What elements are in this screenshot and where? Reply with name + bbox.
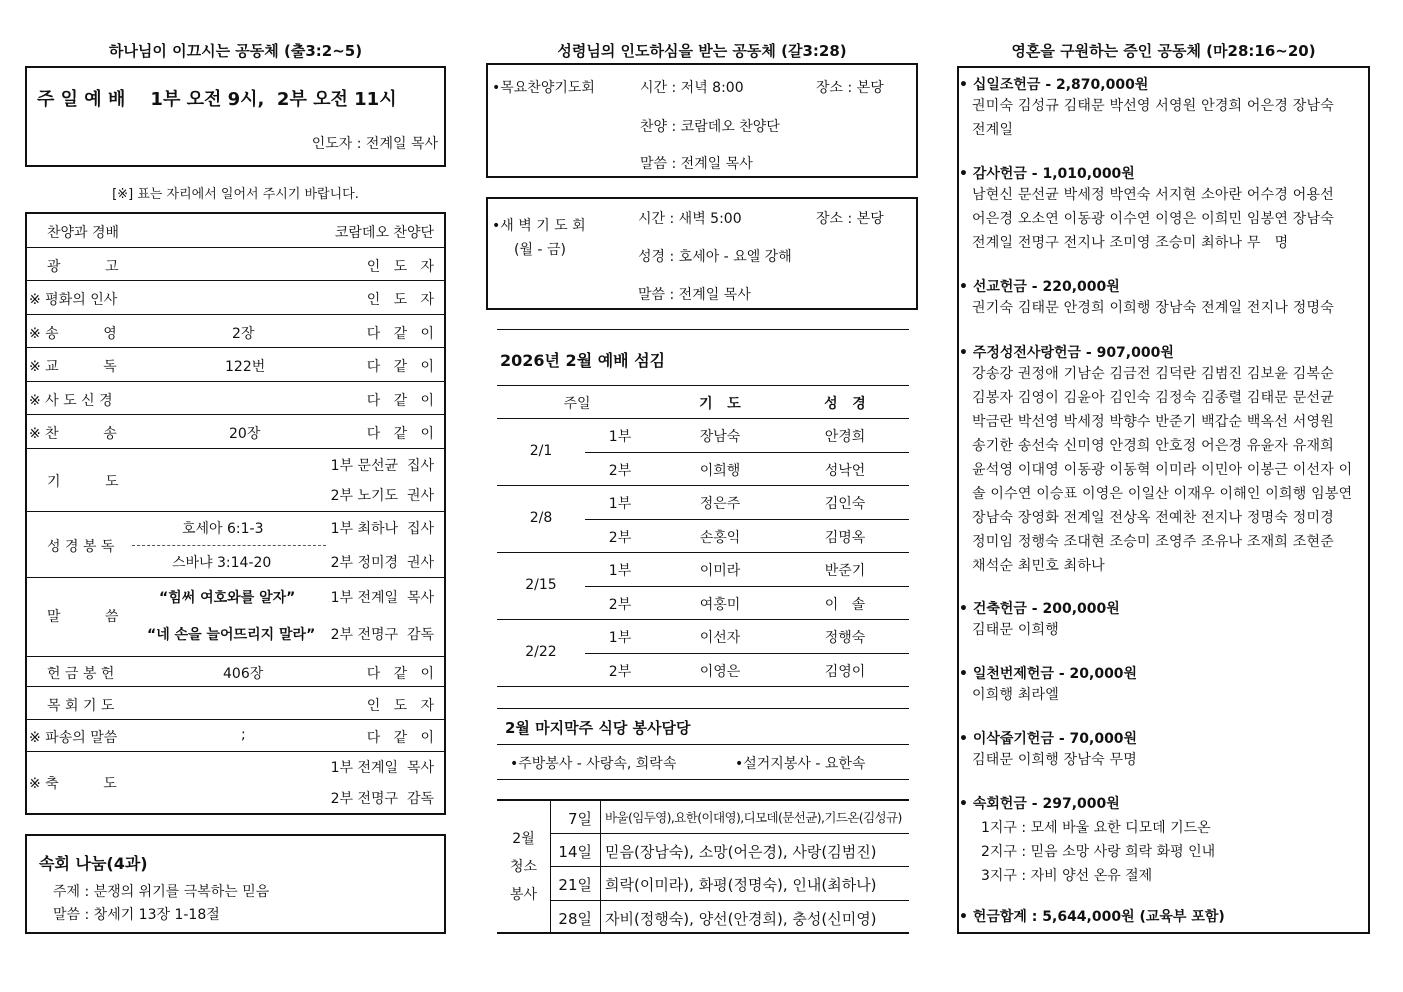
district-1: 1지구 : 모세 바울 요한 디모데 기드온 <box>981 820 1211 836</box>
clean-rule <box>550 833 909 834</box>
benediction-item: ※ 축 도 <box>29 776 117 792</box>
reading-ref-2: 스바냐 3:14-20 <box>172 555 272 571</box>
thursday-praise: 찬양 : 코람데오 찬양단 <box>640 119 780 135</box>
offering-title: • 감사헌금 - 1,010,000원 <box>959 166 1135 182</box>
district-2: 2지구 : 믿음 소망 사랑 희락 화평 인내 <box>981 844 1216 860</box>
worship-item: ※ 평화의 인사 <box>29 292 118 308</box>
sermon-row <box>27 578 444 657</box>
dawn-place: 장소 : 본당 <box>816 211 884 227</box>
worship-row <box>27 214 444 248</box>
kitchen-title: 2월 마지막주 식당 봉사담당 <box>505 719 691 737</box>
sermon-title-1: “힘써 여호와를 알자” <box>159 590 296 606</box>
serve-rule <box>585 586 909 587</box>
benediction-who-1: 1부 전계일 목사 <box>330 760 434 776</box>
service-title: 주 일 예 배 1부 오전 9시, 2부 오전 11시 <box>37 89 397 110</box>
serve-rule <box>497 485 909 486</box>
worship-row <box>27 382 444 415</box>
prayer-who-1: 1부 문선균 집사 <box>330 458 434 474</box>
worship-mid: 406장 <box>223 666 264 682</box>
rule <box>497 799 909 801</box>
worship-row <box>27 415 444 449</box>
rule <box>497 708 909 709</box>
worship-mid: 20장 <box>229 426 261 442</box>
worship-item: ※ 교 독 <box>29 359 117 375</box>
clean-rule <box>550 900 909 901</box>
serve-prayer: 여홍미 <box>699 596 741 613</box>
serve-date: 2/15 <box>525 576 557 593</box>
serve-bible: 김인숙 <box>824 496 866 512</box>
worship-row <box>27 720 444 752</box>
offering-names: 이희행 최라엘 <box>972 687 1059 703</box>
worship-who: 다 같 이 <box>366 326 434 342</box>
worship-mid: 122번 <box>225 359 266 375</box>
clean-who: 희락(이미라), 화평(정명숙), 인내(최하나) <box>605 876 877 895</box>
worship-who: 인 도 자 <box>366 292 434 308</box>
serve-rule <box>497 619 909 620</box>
serve-date: 2/22 <box>525 643 557 660</box>
offering-title: • 건축헌금 - 200,000원 <box>959 601 1120 617</box>
rule <box>497 329 909 330</box>
prayer-item: 기 도 <box>47 474 119 490</box>
district-3: 3지구 : 자비 양선 온유 절제 <box>981 868 1153 884</box>
clean-who: 자비(정행숙), 양선(안경희), 충성(신미영) <box>605 909 877 928</box>
dawn-bible: 성경 : 호세아 - 요엘 강해 <box>638 249 792 265</box>
serve-rule <box>585 653 909 654</box>
worship-mid: ; <box>241 727 246 743</box>
offering-names: 남현신 문선균 박세정 박연숙 서지현 소아란 어수경 어용선 어은경 오소연 이동광 이수연 이영은 이희민 임봉연 장남숙 전계일 전명구 전지나 조미영 조승미 최하나 무 명 <box>972 187 1339 251</box>
serve-prayer: 이선자 <box>699 630 741 646</box>
reading-item: 성 경 봉 독 <box>47 539 115 555</box>
dawn-days: (월 - 금) <box>514 242 566 258</box>
clean-label-1: 2월 <box>512 831 535 847</box>
worship-who: 다 같 이 <box>366 359 434 375</box>
serve-bible: 김영이 <box>824 663 866 680</box>
offering-names: 권기숙 김태문 안경희 이희행 장남숙 전계일 전지나 정명숙 <box>972 300 1334 316</box>
serve-header-sunday: 주일 <box>563 396 591 412</box>
worship-who: 코람데오 찬양단 <box>334 225 434 241</box>
sermon-title-2: “네 손을 늘어뜨리지 말라” <box>147 627 316 643</box>
clean-day: 21일 <box>558 876 592 895</box>
serve-prayer: 정은주 <box>699 496 741 512</box>
serve-rule <box>497 686 909 687</box>
serve-header-prayer: 기 도 <box>699 396 741 412</box>
sermon-item: 말 씀 <box>47 609 119 625</box>
serve-title: 2026년 2월 예배 섬김 <box>500 351 666 370</box>
worship-row <box>27 348 444 382</box>
serve-prayer: 장남숙 <box>699 429 741 445</box>
dawn-word: 말씀 : 전계일 목사 <box>638 287 751 303</box>
dawn-prayer-box <box>486 197 918 310</box>
worship-row <box>27 248 444 281</box>
clean-day: 14일 <box>558 843 592 862</box>
cell-sharing-box <box>25 834 446 934</box>
clean-day: 28일 <box>558 909 592 928</box>
offering-title: • 이삭줍기헌금 - 70,000원 <box>959 731 1138 747</box>
reading-divider <box>132 545 326 546</box>
clean-day: 7일 <box>567 810 592 828</box>
offering-title: • 십일조헌금 - 2,870,000원 <box>959 77 1149 93</box>
worship-row <box>27 687 444 720</box>
worship-item: ※ 송 영 <box>29 326 117 342</box>
order-of-worship <box>25 212 446 815</box>
serve-bible: 이 솔 <box>824 596 866 613</box>
rule <box>497 779 909 780</box>
serve-part: 2부 <box>608 462 632 479</box>
offering-names: 강송강 권정애 기남순 김금전 김덕란 김범진 김보윤 김복순 김봉자 김영이 김윤아 김인숙 김정숙 김종렬 김태문 문선균 박금란 박선영 박세정 박향수 반준기 백갑순 백옥선 서영원 송기한 송선숙 신미영 안경희 안호정 어은경 유윤자 유재희 윤석영 이대영 이동광 이동혁 이미라 이민아 이봉근 이선자 이 솔 이수연 이승표 이영은 이일산 이재우 이해인 이희행 임봉연 장남숙 장영화 전계일 전상옥 전예찬 전지나 정명숙 정미경 정미임 정행숙 조대현 조승미 조영주 조유나 조재희 조현준 채석순 최민호 최하나 <box>972 366 1367 574</box>
standing-note: [※] 표는 자리에서 일어서 주시기 바랍니다. <box>112 187 359 202</box>
serve-prayer: 손홍익 <box>699 529 741 546</box>
worship-who: 다 같 이 <box>366 666 434 682</box>
thursday-word: 말씀 : 전계일 목사 <box>640 156 753 172</box>
serve-part: 1부 <box>608 563 632 579</box>
service-leader: 인도자 : 전계일 목사 <box>311 136 438 152</box>
serve-prayer: 이희행 <box>699 462 741 479</box>
clean-who: 믿음(장남숙), 소망(어은경), 사랑(김범진) <box>605 843 877 862</box>
serve-part: 2부 <box>608 529 632 546</box>
serve-bible: 성낙언 <box>824 462 866 479</box>
cell-theme: 주제 : 분쟁의 위기를 극복하는 믿음 <box>53 884 270 900</box>
worship-item: 목 회 기 도 <box>47 698 115 714</box>
dawn-label: •새 벽 기 도 회 <box>492 218 586 234</box>
worship-item: ※ 찬 송 <box>29 426 117 442</box>
reading-ref-1: 호세아 6:1-3 <box>182 521 264 537</box>
offering-title: • 주정성전사랑헌금 - 907,000원 <box>959 345 1174 361</box>
benediction-row <box>27 752 444 813</box>
service-time-box <box>25 66 446 167</box>
worship-row <box>27 315 444 348</box>
serve-bible: 정행숙 <box>824 630 866 646</box>
cell-word: 말씀 : 창세기 13장 1-18절 <box>53 907 220 923</box>
worship-mid: 2장 <box>232 326 255 342</box>
offering-title: • 일천번제헌금 - 20,000원 <box>959 666 1138 682</box>
worship-who: 다 같 이 <box>366 730 434 746</box>
serve-prayer: 이영은 <box>699 663 741 680</box>
worship-row <box>27 281 444 315</box>
thursday-place: 장소 : 본당 <box>816 80 884 96</box>
clean-label-2: 청소 <box>509 859 538 875</box>
rule <box>497 418 909 419</box>
cell-title: 속회 나눔(4과) <box>39 854 148 873</box>
reading-who-1: 1부 최하나 집사 <box>330 521 434 537</box>
worship-item: 헌 금 봉 헌 <box>47 666 115 682</box>
worship-who: 다 같 이 <box>366 426 434 442</box>
offering-names: 권미숙 김성규 김태문 박선영 서영원 안경희 어은경 장남숙 전계일 <box>972 98 1339 138</box>
worship-item: ※ 파송의 말씀 <box>29 730 118 746</box>
serve-part: 1부 <box>608 429 632 445</box>
serve-bible: 안경희 <box>824 429 866 445</box>
clean-rule <box>550 866 909 867</box>
rule <box>497 385 909 386</box>
serve-rule <box>585 519 909 520</box>
worship-row <box>27 657 444 687</box>
offering-title: • 선교헌금 - 220,000원 <box>959 279 1120 295</box>
col1-heading: 하나님이 이끄시는 공동체 (출3:2~5) <box>108 42 363 60</box>
worship-item: 찬양과 경배 <box>47 225 120 241</box>
prayer-row <box>27 449 444 512</box>
offering-total: • 헌금합계 : 5,644,000원 (교육부 포함) <box>959 909 1225 925</box>
prayer-who-2: 2부 노기도 권사 <box>330 488 434 504</box>
serve-prayer: 이미라 <box>699 563 741 579</box>
offering-names: 김태문 이희행 <box>972 622 1059 638</box>
thursday-box <box>486 63 918 178</box>
serve-date: 2/1 <box>529 442 553 459</box>
reading-row <box>27 512 444 578</box>
serve-rule <box>497 552 909 553</box>
clean-who: 바울(임두영),요한(이대영),디모데(문선균),기드온(김성규) <box>605 810 902 825</box>
sermon-who-2: 2부 전명구 감독 <box>330 627 434 643</box>
col3-heading: 영혼을 구원하는 증인 공동체 (마28:16~20) <box>1011 42 1316 60</box>
rule <box>497 744 909 745</box>
serve-header-bible: 성 경 <box>824 396 866 412</box>
reading-who-2: 2부 정미경 권사 <box>330 555 434 571</box>
worship-who: 인 도 자 <box>366 698 434 714</box>
col2-heading: 성령님의 인도하심을 받는 공동체 (갈3:28) <box>557 42 847 60</box>
kitchen-main: •주방봉사 - 사랑속, 희락속 <box>510 756 677 772</box>
worship-item: ※ 사 도 신 경 <box>29 393 113 409</box>
worship-who: 다 같 이 <box>366 393 434 409</box>
sermon-who-1: 1부 전계일 목사 <box>330 590 434 606</box>
serve-bible: 김명옥 <box>824 529 866 546</box>
serve-part: 1부 <box>608 496 632 512</box>
serve-bible: 반준기 <box>824 563 866 579</box>
worship-item: 광 고 <box>47 259 119 275</box>
cell-offering-title: • 속회헌금 - 297,000원 <box>959 796 1120 812</box>
serve-rule <box>585 452 909 453</box>
serve-part: 2부 <box>608 596 632 613</box>
offering-names: 김태문 이희행 장남숙 무명 <box>972 752 1137 768</box>
benediction-who-2: 2부 전명구 감독 <box>330 791 434 807</box>
thursday-label: •목요찬양기도회 <box>492 80 595 96</box>
rule <box>497 932 909 934</box>
serve-part: 2부 <box>608 663 632 680</box>
worship-who: 인 도 자 <box>366 259 434 275</box>
serve-date: 2/8 <box>529 509 553 526</box>
thursday-time: 시간 : 저녁 8:00 <box>640 80 744 96</box>
kitchen-dish: •설거지봉사 - 요한속 <box>735 756 866 772</box>
clean-label-3: 봉사 <box>509 887 538 903</box>
dawn-time: 시간 : 새벽 5:00 <box>638 211 742 227</box>
serve-part: 1부 <box>608 630 632 646</box>
